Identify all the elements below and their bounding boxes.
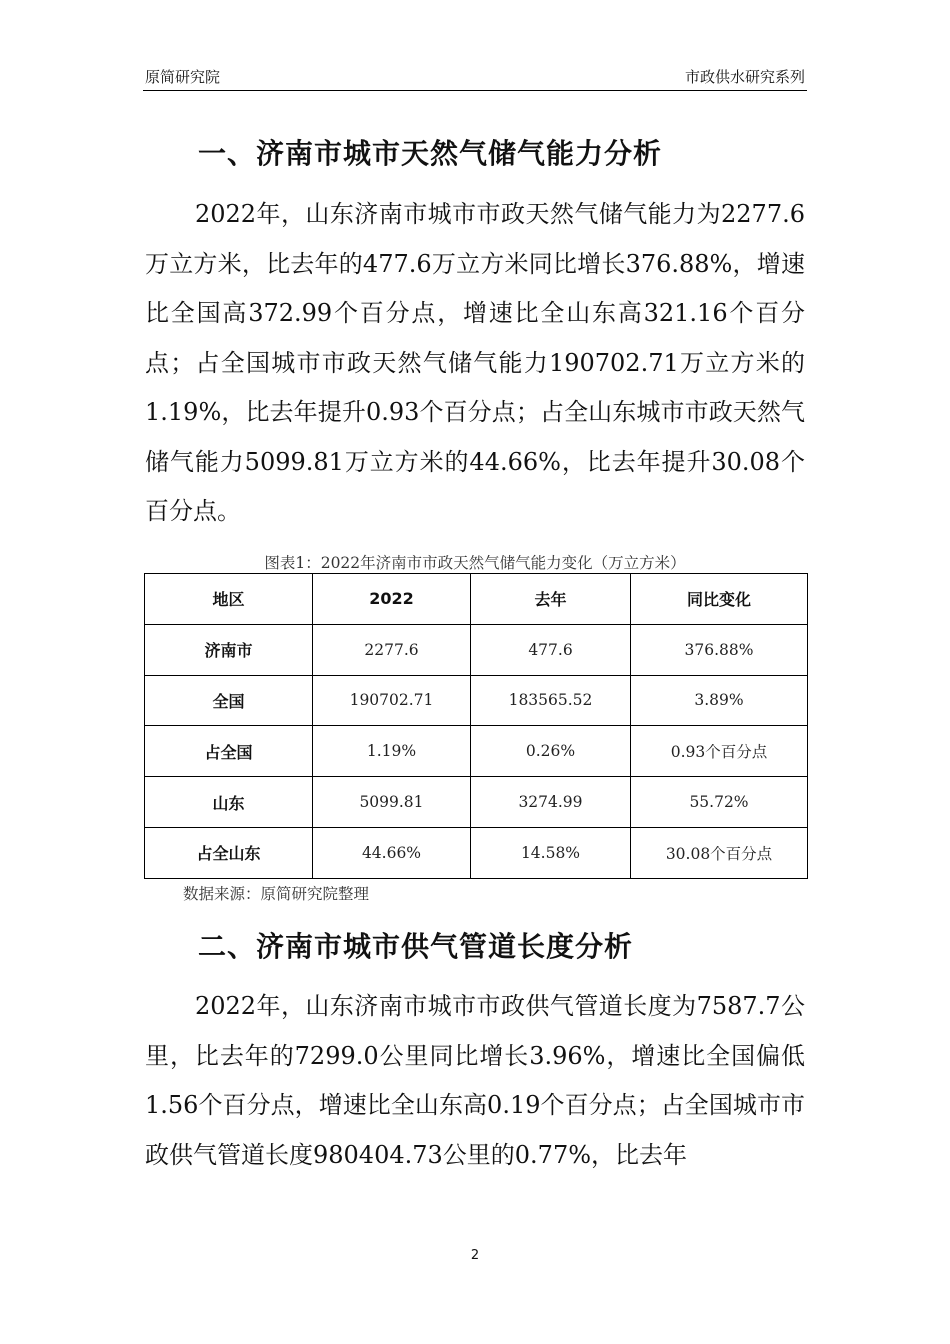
row-label: 占全国	[145, 726, 313, 777]
column-header-region: 地区	[145, 574, 313, 625]
cell-change: 55.72%	[631, 777, 808, 828]
cell-last-year: 183565.52	[471, 675, 631, 726]
row-label: 占全山东	[145, 827, 313, 878]
table-row	[145, 777, 808, 828]
cell-2022: 190702.71	[313, 675, 471, 726]
table-row	[145, 827, 808, 878]
header-org-name: 原简研究院	[145, 68, 221, 86]
table-row	[145, 624, 808, 675]
cell-change: 0.93个百分点	[631, 726, 808, 777]
cell-change: 3.89%	[631, 675, 808, 726]
table-row	[145, 675, 808, 726]
row-label: 济南市	[145, 624, 313, 675]
section1-heading: 一、济南市城市天然气储气能力分析	[198, 137, 663, 170]
row-label: 全国	[145, 675, 313, 726]
section2-heading: 二、济南市城市供气管道长度分析	[198, 930, 634, 963]
table-row	[145, 726, 808, 777]
table-caption: 图表1：2022年济南市市政天然气储气能力变化（万立方米）	[264, 554, 686, 572]
cell-last-year: 14.58%	[471, 827, 631, 878]
storage-capacity-table	[144, 573, 808, 879]
section2-paragraph: 2022年，山东济南市城市市政供气管道长度为7587.7公里，比去年的7299.0公里同比增长3.96%，增速比全国偏低1.56个百分点，增速比全山东高0.19个百分点；占全国城市市政供气管道长度980404.73公里的0.77%，比去年	[145, 992, 805, 1169]
column-header-2022: 2022	[313, 574, 471, 625]
cell-2022: 1.19%	[313, 726, 471, 777]
cell-last-year: 0.26%	[471, 726, 631, 777]
cell-change: 30.08个百分点	[631, 827, 808, 878]
cell-change: 376.88%	[631, 624, 808, 675]
section1-paragraph: 2022年，山东济南市城市市政天然气储气能力为2277.6万立方米，比去年的477.6万立方米同比增长376.88%，增速比全国高372.99个百分点，增速比全山东高321.16个百分点；占全国城市市政天然气储气能力190702.71万立方米的1.19%，比去年提升0.93个百分点；占全山东城市市政天然气储气能力5099.81万立方米的44.66%，比去年提升30.08个百分点。	[145, 200, 805, 525]
table-source-note: 数据来源：原简研究院整理	[183, 885, 370, 903]
page-number: 2	[470, 1248, 480, 1263]
header-divider	[143, 90, 807, 91]
cell-2022: 2277.6	[313, 624, 471, 675]
cell-last-year: 3274.99	[471, 777, 631, 828]
row-label: 山东	[145, 777, 313, 828]
header-series-name: 市政供水研究系列	[684, 68, 805, 86]
cell-2022: 44.66%	[313, 827, 471, 878]
table-header-row	[145, 574, 808, 625]
cell-last-year: 477.6	[471, 624, 631, 675]
column-header-last-year: 去年	[471, 574, 631, 625]
cell-2022: 5099.81	[313, 777, 471, 828]
column-header-yoy-change: 同比变化	[631, 574, 808, 625]
